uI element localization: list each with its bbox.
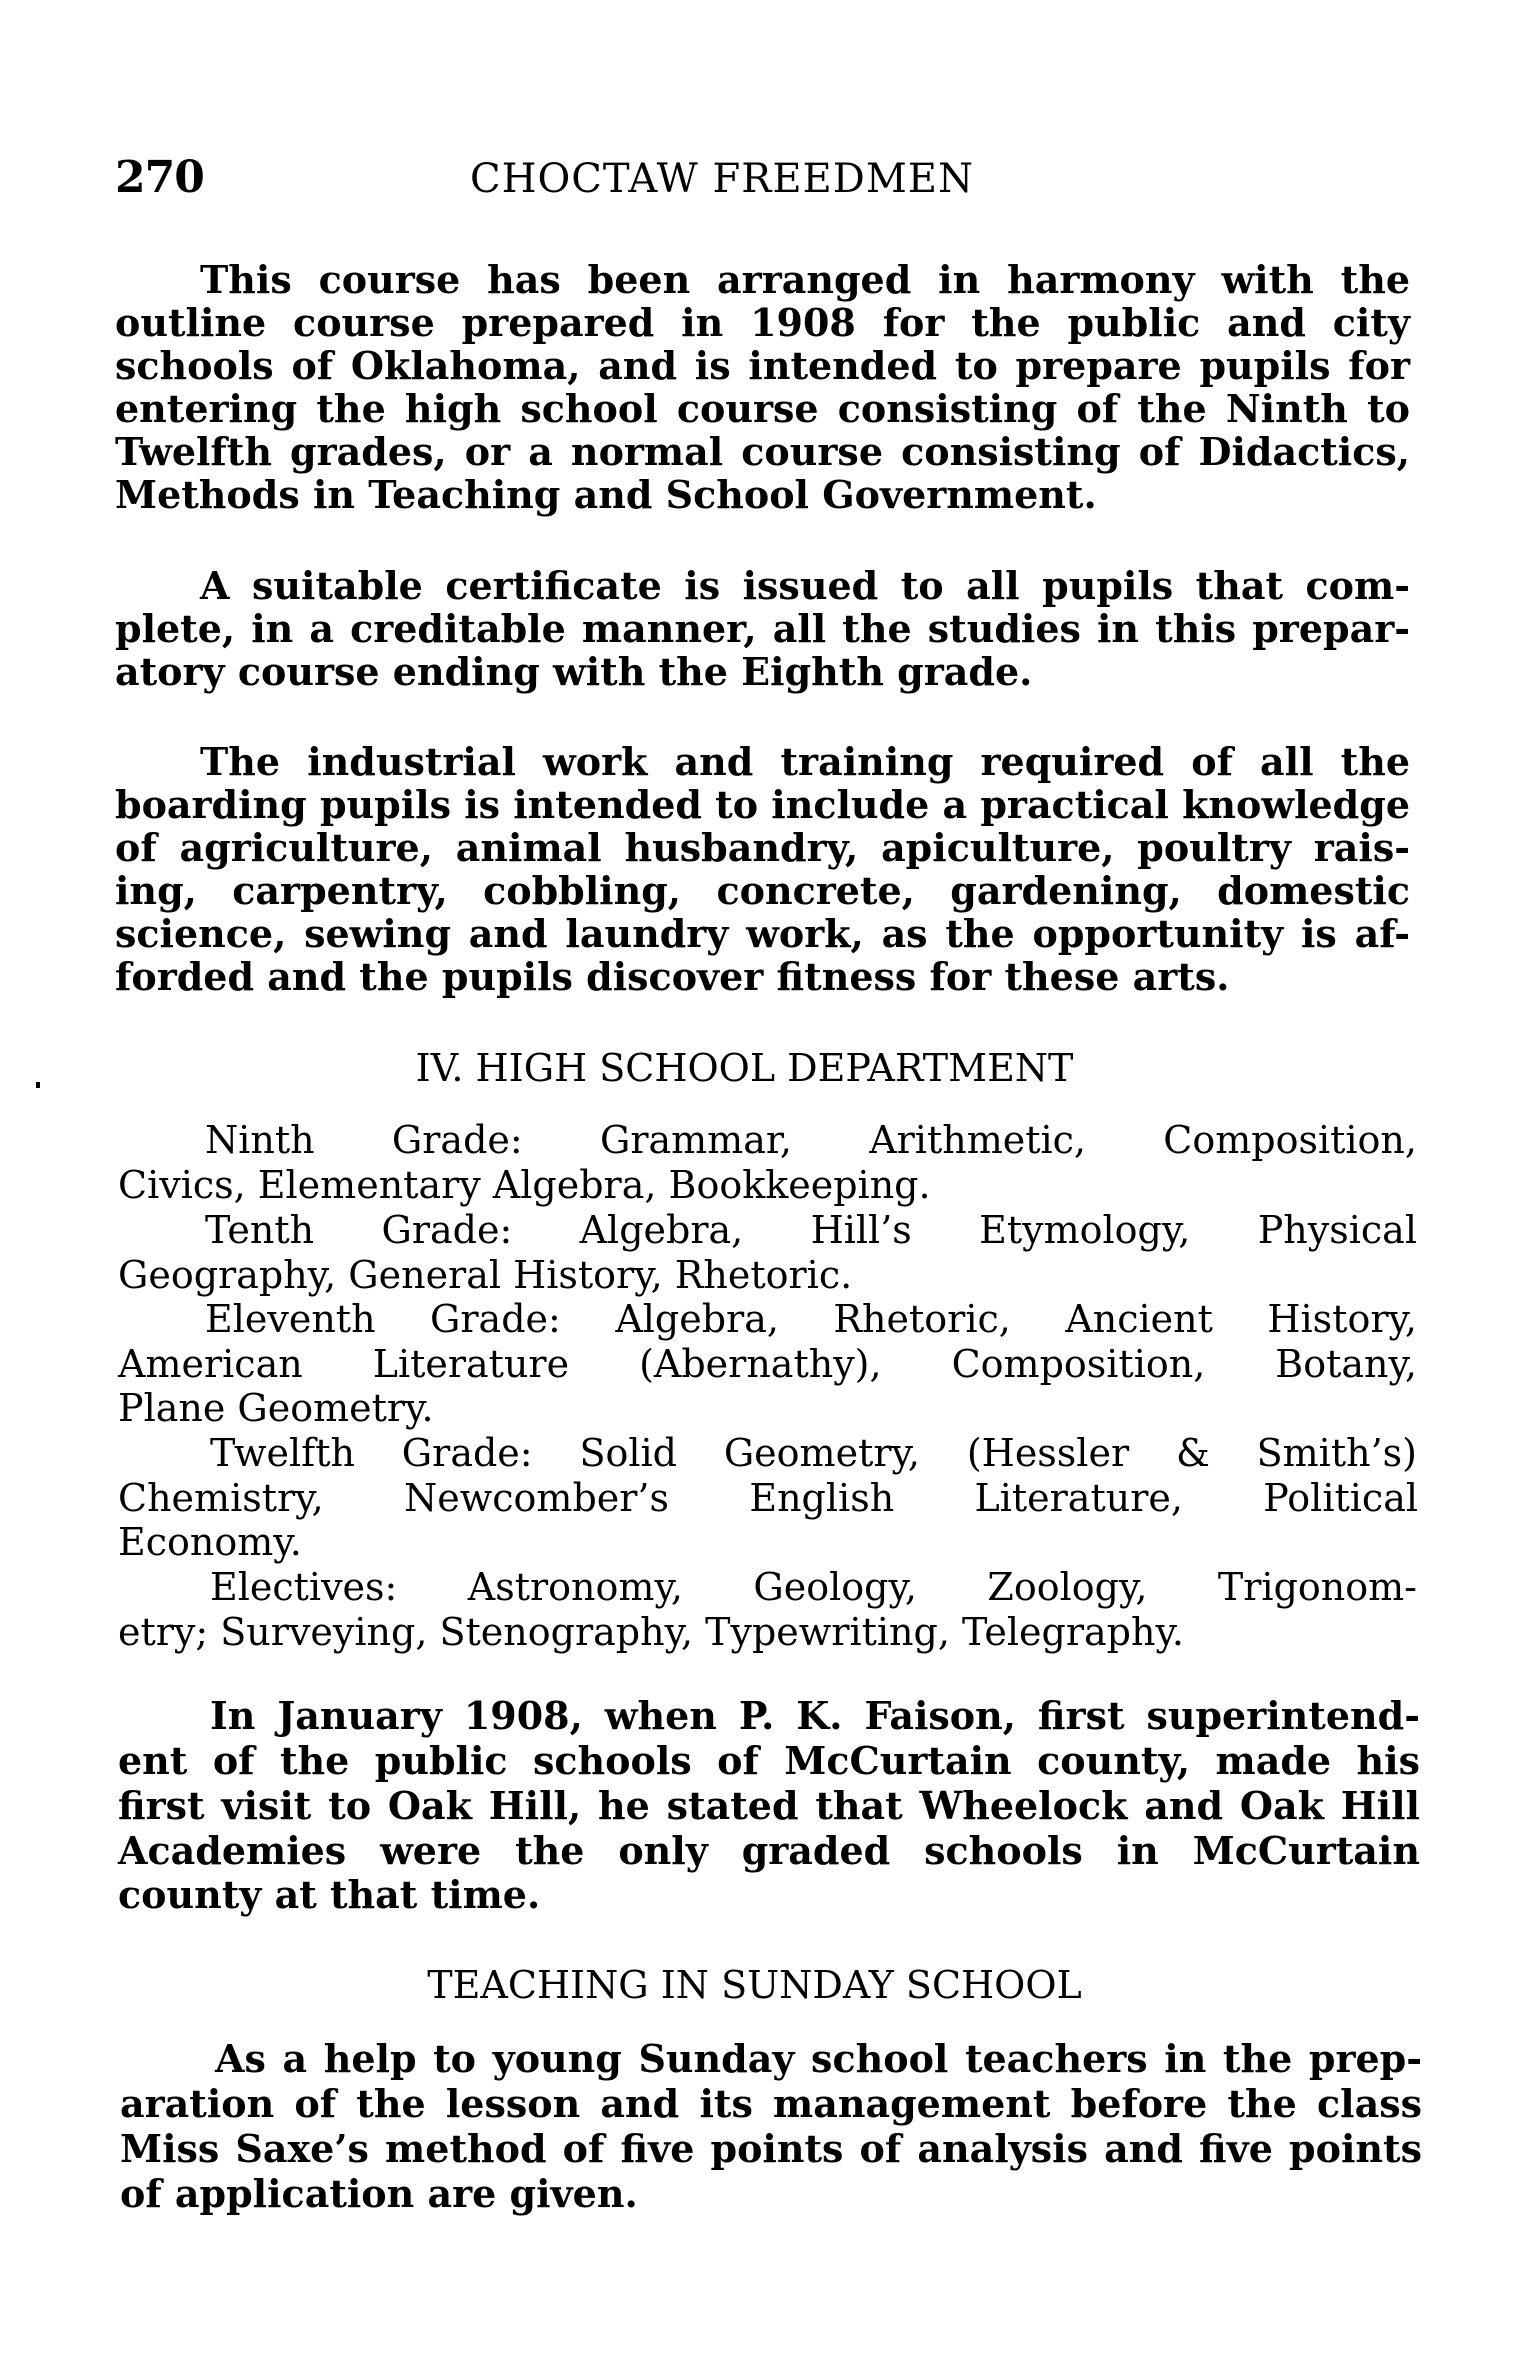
text-line: schools of Oklahoma, and is intended to prepare pupils for xyxy=(115,343,1410,388)
text-line: outline course prepared in 1908 for the public and city xyxy=(115,300,1410,345)
text-line: Miss Saxe’s method of five points of analysis and five points xyxy=(120,2126,1422,2171)
running-header xyxy=(115,152,1415,212)
text-line: American Literature (Abernathy), Composition, Botany, xyxy=(118,1342,1417,1386)
section-heading-high-school: IV. HIGH SCHOOL DEPARTMENT xyxy=(415,1046,1074,1090)
text-line: plete, in a creditable manner, all the studies in this prepar- xyxy=(115,606,1410,651)
text-line: Chemistry, Newcomber’s English Literature, Political xyxy=(118,1476,1418,1520)
running-title: CHOCTAW FREEDMEN xyxy=(470,156,974,202)
text-line: The industrial work and training required of all the xyxy=(200,739,1410,784)
page-number: 270 xyxy=(115,152,204,203)
text-line: forded and the pupils discover fitness for these arts. xyxy=(115,954,1230,999)
text-line: Electives: Astronomy, Geology, Zoology, Trigonom- xyxy=(210,1565,1417,1609)
text-line: Methods in Teaching and School Government. xyxy=(115,472,1097,517)
section-heading-sunday-school: TEACHING IN SUNDAY SCHOOL xyxy=(427,1963,1082,2007)
text-line: In January 1908, when P. K. Faison, first superintend- xyxy=(210,1693,1420,1738)
text-line: county at that time. xyxy=(118,1872,541,1917)
text-line: of application are given. xyxy=(120,2171,638,2216)
text-line: aration of the lesson and its management before the class xyxy=(120,2081,1422,2126)
text-line: Eleventh Grade: Algebra, Rhetoric, Ancient History, xyxy=(205,1297,1417,1341)
text-line: of agriculture, animal husbandry, apiculture, poultry rais- xyxy=(115,825,1410,870)
text-line: science, sewing and laundry work, as the opportunity is af- xyxy=(115,911,1410,956)
text-line: etry; Surveying, Stenography, Typewriting, Telegraphy. xyxy=(118,1610,1184,1654)
text-line: Geography, General History, Rhetoric. xyxy=(118,1253,853,1297)
text-line: Twelfth Grade: Solid Geometry, (Hessler & Smith’s) xyxy=(210,1431,1417,1475)
text-line: Plane Geometry. xyxy=(118,1386,434,1430)
text-line: This course has been arranged in harmony with the xyxy=(200,257,1410,302)
text-line: Academies were the only graded schools in McCurtain xyxy=(118,1828,1420,1873)
text-line: Civics, Elementary Algebra, Bookkeeping. xyxy=(118,1163,931,1207)
text-line: Tenth Grade: Algebra, Hill’s Etymology, Physical xyxy=(205,1208,1417,1252)
text-line: Economy. xyxy=(118,1520,302,1564)
text-line: ent of the public schools of McCurtain county, made his xyxy=(118,1738,1420,1783)
text-line: entering the high school course consisting of the Ninth to xyxy=(115,386,1410,431)
text-line: boarding pupils is intended to include a practical knowledge xyxy=(115,782,1410,827)
text-line: first visit to Oak Hill, he stated that Wheelock and Oak Hill xyxy=(118,1783,1420,1828)
text-line: As a help to young Sunday school teachers in the prep- xyxy=(215,2036,1422,2081)
text-line: Twelfth grades, or a normal course consisting of Didactics, xyxy=(115,429,1410,474)
text-line: A suitable certificate is issued to all pupils that com- xyxy=(200,563,1410,608)
text-line: atory course ending with the Eighth grade. xyxy=(115,649,1033,694)
text-line: ing, carpentry, cobbling, concrete, gardening, domestic xyxy=(115,868,1410,913)
text-line: Ninth Grade: Grammar, Arithmetic, Composition, xyxy=(205,1118,1417,1162)
